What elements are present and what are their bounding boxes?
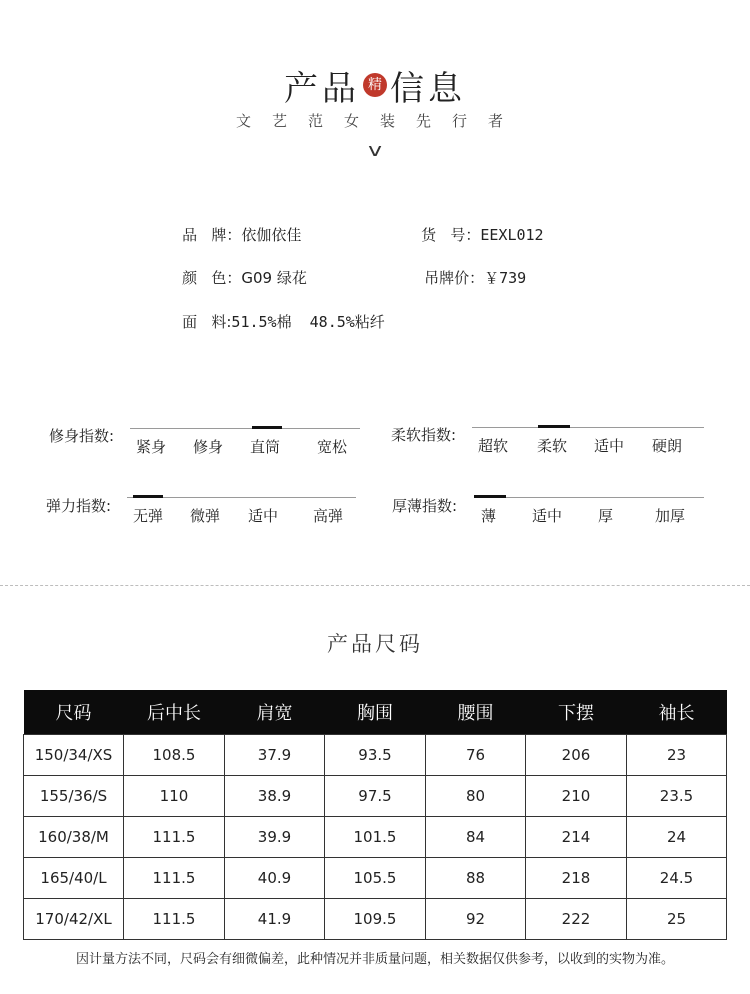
table-cell: 24.5 xyxy=(627,858,727,899)
stretch-option: 适中 xyxy=(248,507,279,525)
table-cell: 80 xyxy=(426,776,526,817)
table-cell: 105.5 xyxy=(325,858,426,899)
sku-row xyxy=(403,206,544,245)
soft-option-selected: 柔软 xyxy=(537,437,568,455)
table-cell: 111.5 xyxy=(124,858,225,899)
table-cell: 111.5 xyxy=(124,817,225,858)
table-cell: 76 xyxy=(426,735,526,776)
color-label: 颜 色： xyxy=(182,269,242,287)
color-row xyxy=(164,249,307,288)
stretch-index-label: 弹力指数: xyxy=(46,497,112,515)
table-cell: 25 xyxy=(627,899,727,940)
fit-option-selected: 直筒 xyxy=(250,438,281,456)
table-cell: 40.9 xyxy=(225,858,325,899)
thickness-option: 适中 xyxy=(532,507,563,525)
title-part-1: 产品 xyxy=(284,68,360,109)
brand-value: 依伽依佳 xyxy=(241,226,302,244)
table-cell: 170/42/XL xyxy=(24,899,124,940)
table-row xyxy=(24,899,727,940)
table-cell: 214 xyxy=(526,817,627,858)
table-cell: 110 xyxy=(124,776,225,817)
brand-row xyxy=(164,206,301,245)
table-cell: 210 xyxy=(526,776,627,817)
soft-option: 适中 xyxy=(594,437,625,455)
soft-index-label: 柔软指数: xyxy=(391,426,457,444)
table-cell: 165/40/L xyxy=(24,858,124,899)
size-table-header xyxy=(24,690,727,735)
soft-index-track xyxy=(472,427,704,428)
header-sleeve: 袖长 xyxy=(627,690,727,735)
header-back-length: 后中长 xyxy=(124,690,225,735)
table-cell: 97.5 xyxy=(325,776,426,817)
table-row xyxy=(24,735,727,776)
table-cell: 23 xyxy=(627,735,727,776)
brand-label: 品 牌： xyxy=(182,226,242,244)
table-cell: 84 xyxy=(426,817,526,858)
table-cell: 37.9 xyxy=(225,735,325,776)
page-title xyxy=(0,62,750,108)
fit-option: 宽松 xyxy=(317,438,348,456)
table-cell: 23.5 xyxy=(627,776,727,817)
stretch-index-marker xyxy=(133,495,163,498)
soft-option: 硬朗 xyxy=(652,437,683,455)
thickness-index-track xyxy=(474,497,704,498)
size-disclaimer: 因计量方法不同，尺码会有细微偏差，此种情况并非质量问题，相关数据仅供参考，以收到的实物为准。 xyxy=(75,952,674,967)
stretch-option: 微弹 xyxy=(190,507,221,525)
header-waist: 腰围 xyxy=(426,690,526,735)
table-cell: 38.9 xyxy=(225,776,325,817)
fabric-row xyxy=(164,293,385,332)
price-label: 吊牌价： xyxy=(424,269,485,287)
fabric-label: 面 料: xyxy=(182,313,232,331)
fit-index-marker xyxy=(252,426,282,429)
thickness-option-selected: 薄 xyxy=(481,507,497,525)
table-row xyxy=(24,817,727,858)
table-row xyxy=(24,858,727,899)
table-cell: 41.9 xyxy=(225,899,325,940)
stretch-option-selected: 无弹 xyxy=(133,507,164,525)
table-cell: 160/38/M xyxy=(24,817,124,858)
price-row xyxy=(406,249,526,288)
fit-option: 修身 xyxy=(193,438,224,456)
fit-option: 紧身 xyxy=(136,438,167,456)
table-cell: 111.5 xyxy=(124,899,225,940)
table-cell: 206 xyxy=(526,735,627,776)
slogan: 文艺范女装先行者 xyxy=(235,112,524,130)
size-table xyxy=(23,690,727,940)
sku-value: EEXL012 xyxy=(480,226,544,244)
table-cell: 88 xyxy=(426,858,526,899)
table-cell: 92 xyxy=(426,899,526,940)
table-row xyxy=(24,776,727,817)
table-cell: 39.9 xyxy=(225,817,325,858)
title-part-2: 信息 xyxy=(390,68,466,109)
fit-index-label: 修身指数: xyxy=(49,427,115,445)
soft-option: 超软 xyxy=(478,437,509,455)
table-cell: 93.5 xyxy=(325,735,426,776)
soft-index-marker xyxy=(538,425,570,428)
price-value: ￥739 xyxy=(484,269,527,287)
size-section-title: 产品尺码 xyxy=(327,632,423,656)
thickness-index-label: 厚薄指数: xyxy=(392,497,458,515)
thickness-option: 加厚 xyxy=(655,507,686,525)
section-divider xyxy=(0,585,750,586)
stretch-option: 高弹 xyxy=(313,507,344,525)
thickness-option: 厚 xyxy=(598,507,614,525)
header-size: 尺码 xyxy=(24,690,124,735)
table-cell: 108.5 xyxy=(124,735,225,776)
thickness-index-marker xyxy=(474,495,506,498)
header-chest: 胸围 xyxy=(325,690,426,735)
table-cell: 155/36/S xyxy=(24,776,124,817)
fabric-value: 51.5%棉 48.5%粘纤 xyxy=(231,313,385,331)
table-cell: 24 xyxy=(627,817,727,858)
table-cell: 222 xyxy=(526,899,627,940)
fit-index-track xyxy=(130,428,360,429)
color-value: G09 绿花 xyxy=(241,269,307,287)
table-cell: 218 xyxy=(526,858,627,899)
table-cell: 109.5 xyxy=(325,899,426,940)
header-shoulder: 肩宽 xyxy=(225,690,325,735)
header-hem: 下摆 xyxy=(526,690,627,735)
table-cell: 101.5 xyxy=(325,817,426,858)
seal-badge: 精 xyxy=(363,73,387,97)
table-cell: 150/34/XS xyxy=(24,735,124,776)
sku-label: 货 号： xyxy=(421,226,481,244)
chevron-down-icon: v xyxy=(368,140,382,161)
